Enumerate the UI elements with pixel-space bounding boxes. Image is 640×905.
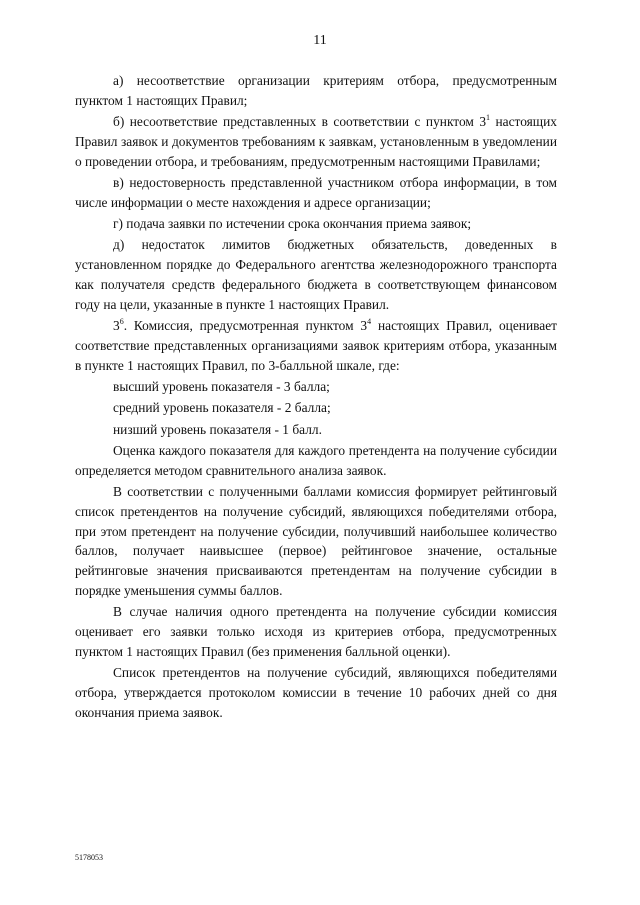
clause-text-end: настоящих Правил, оценивает соответствие представленных организациями заявок критериям отбора, указанным в пункте 1 настоящих Правил, по 3-балльной шкале, где:: [75, 318, 557, 373]
paragraph-d: д) недостаток лимитов бюджетных обязательств, доведенных в установленном порядке до Федерального агентства железнодорожного транспорта как получателя средств федерального бюджета в соответствующем финансовом году на цели, указанные в пункте 1 настоящих Правил.: [75, 237, 557, 312]
clause-reference-superscript: 4: [367, 317, 372, 327]
paragraph-evaluation: Оценка каждого показателя для каждого претендента на получение субсидии определяется методом сравнительного анализа заявок.: [75, 442, 557, 478]
paragraph-g: г) подача заявки по истечении срока окончания приема заявок;: [113, 216, 472, 232]
page-number: 11: [313, 33, 327, 48]
clause-text-start: . Комиссия, предусмотренная пунктом 3: [123, 318, 368, 334]
score-level-medium: средний уровень показателя - 2 балла;: [113, 400, 331, 416]
paragraph-v: в) недостоверность представленной участником отбора информации, в том числе информации о месте нахождения и адресе организации;: [75, 174, 557, 210]
paragraph-b-text-start: б) несоответствие представленных в соответствии с пунктом 3: [113, 114, 487, 130]
paragraph-approval: Список претендентов на получение субсидий, являющихся победителями отбора, утверждается протоколом комиссии в течение 10 рабочих дней со дня окончания приема заявок.: [75, 665, 557, 720]
document-code: 5178053: [75, 853, 103, 862]
clause-number: 3: [113, 318, 120, 334]
paragraph-b-superscript: 1: [486, 113, 491, 123]
paragraph-b-text-end: настоящих Правил заявок и документов требованиям к заявкам, установленным в уведомлении о проведении отбора, и требованиям, предусмотренным настоящими Правилами;: [75, 114, 557, 169]
clause-superscript: 6: [119, 317, 124, 327]
paragraph-single-applicant: В случае наличия одного претендента на получение субсидии комиссия оценивает его заявки только исходя из критериев отбора, предусмотренных пунктом 1 настоящих Правил (без применения балльной оценки).: [75, 604, 557, 659]
document-body: [75, 71, 557, 724]
score-level-high: высший уровень показателя - 3 балла;: [113, 378, 330, 394]
score-level-low: низший уровень показателя - 1 балл.: [113, 421, 322, 437]
clause-3-6: [75, 316, 557, 375]
paragraph-rating-list: В соответствии с полученными баллами комиссия формирует рейтинговый список претендентов на получение субсидий, являющихся победителями отбора, при этом претендент на получение субсидии, получивший наибольшее количество баллов, получает наивысшее (первое) рейтинговое значение, остальные рейтинговые значения присваиваются претендентам на получение субсидии в порядке уменьшения суммы баллов.: [75, 483, 557, 598]
paragraph-a: а) несоответствие организации критериям отбора, предусмотренным пунктом 1 настоящих Правил;: [75, 73, 557, 108]
paragraph-b: [75, 112, 557, 171]
